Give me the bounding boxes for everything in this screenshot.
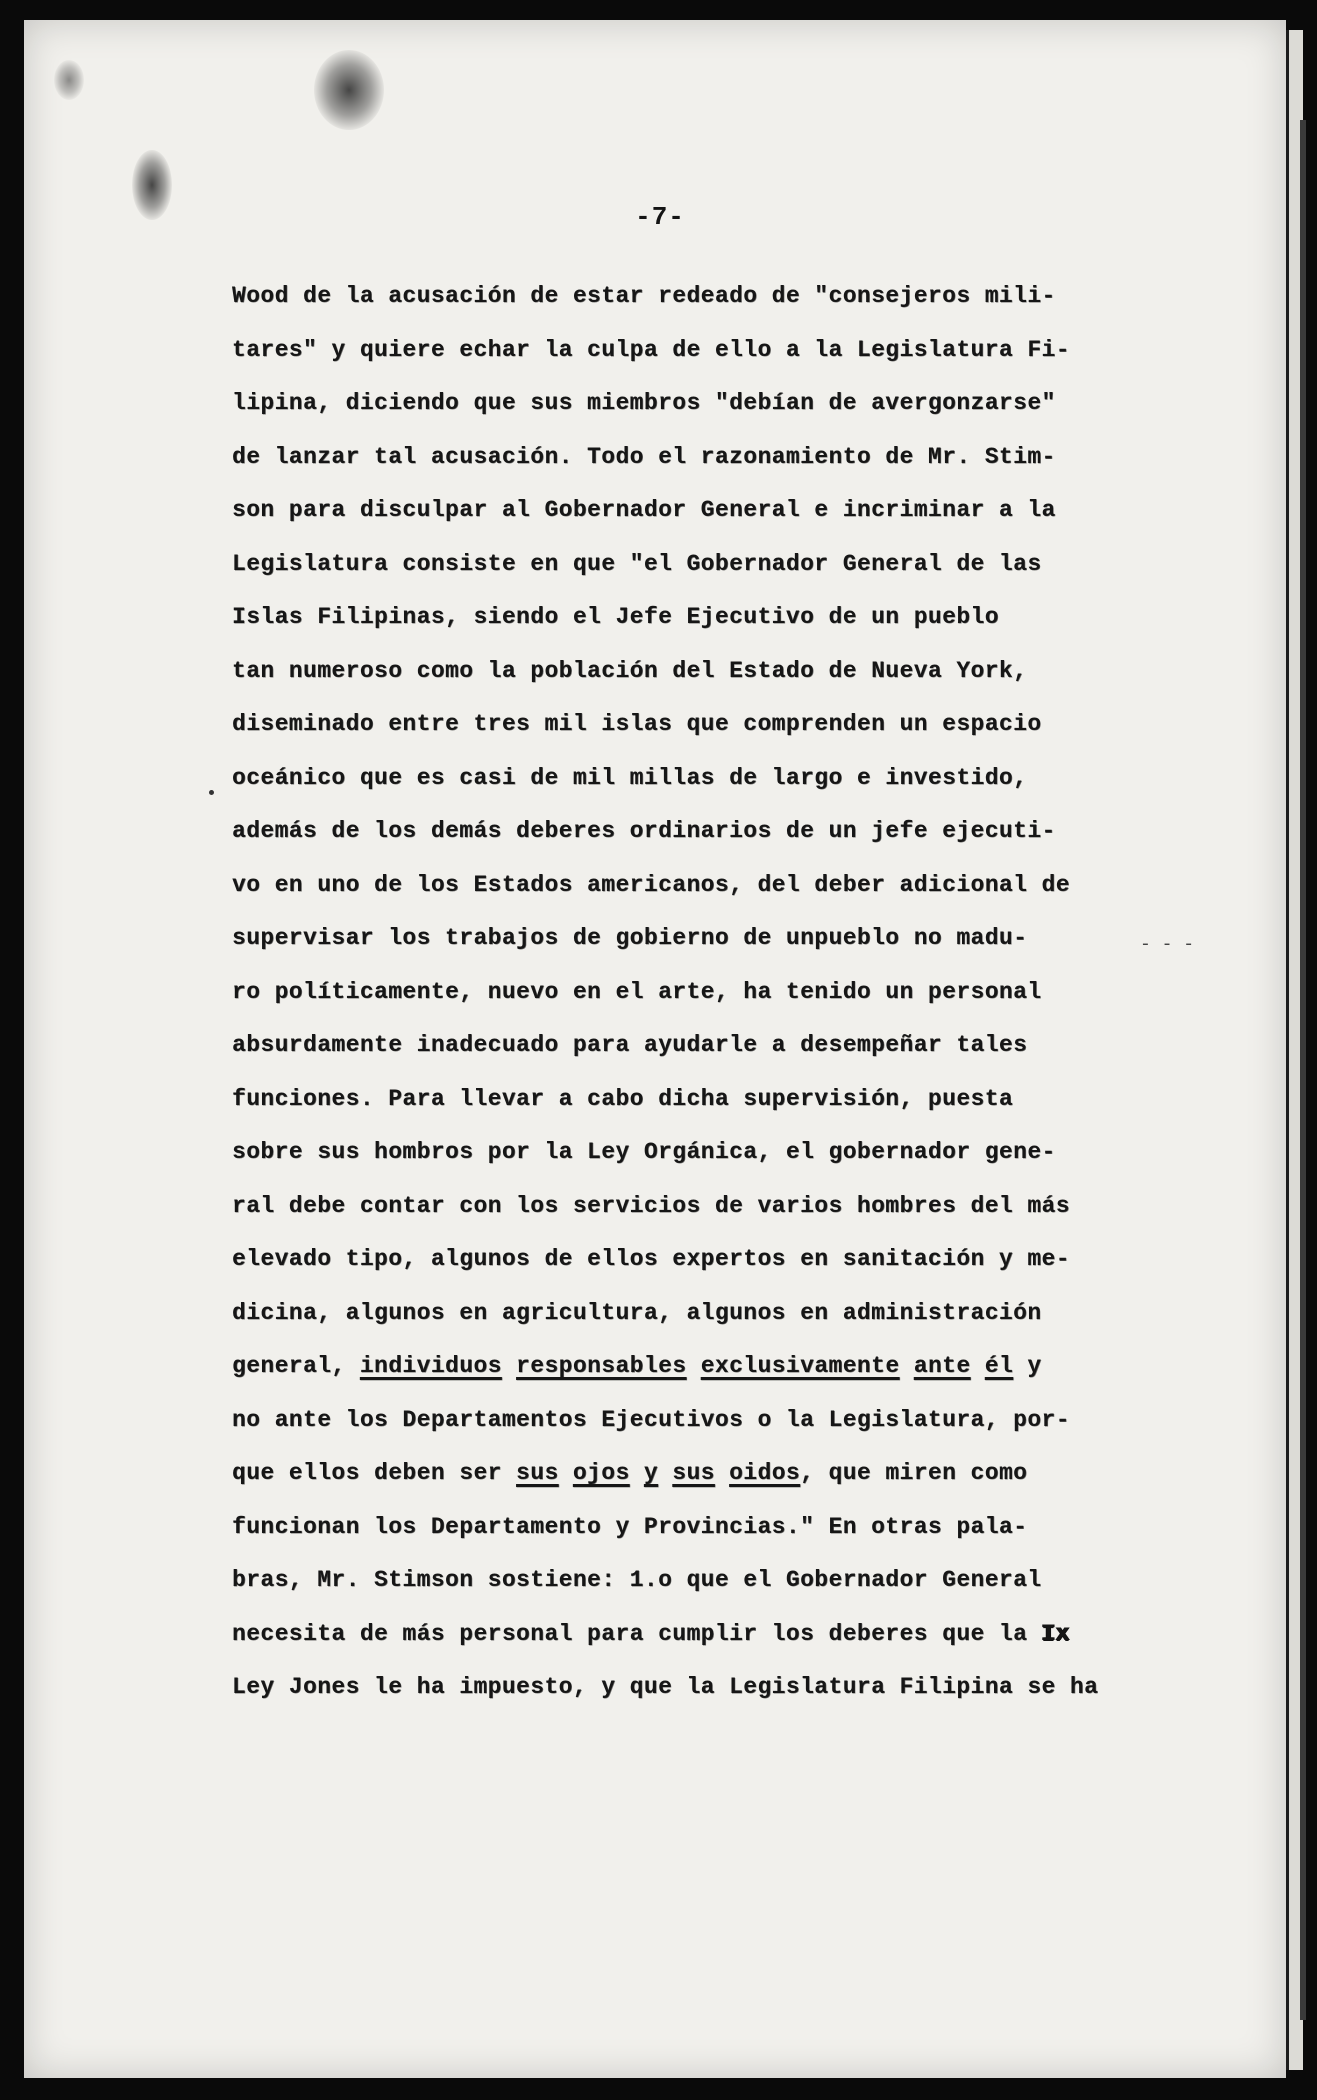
line-text: bras, Mr. Stimson sostiene: 1.o que el Gobernador General: [232, 1567, 1042, 1593]
underlined-word: oidos: [729, 1460, 801, 1486]
line-text: tares" y quiere echar la culpa de ello a la Legislatura Fi-: [232, 336, 1070, 363]
line-text: Legislatura consiste en que "el Gobernador General de las: [232, 550, 1042, 577]
line-text: [502, 1353, 516, 1379]
underlined-word: responsables: [516, 1353, 687, 1379]
text-line: [232, 859, 1192, 913]
underlined-word: individuos: [359, 1353, 502, 1379]
text-line: [232, 1661, 1192, 1715]
underlined-word: ojos: [572, 1460, 630, 1486]
line-text: [658, 1460, 672, 1486]
line-text: son para disculpar al Gobernador General e incriminar a la: [232, 497, 1056, 523]
line-text: [559, 1460, 573, 1486]
text-line: [232, 1447, 1192, 1501]
text-line: [232, 698, 1192, 752]
ink-smudge: [132, 150, 172, 220]
line-text: ral debe contar con los servicios de varios hombres del más: [232, 1192, 1070, 1219]
text-line: [232, 1554, 1192, 1608]
text-line: [232, 1233, 1192, 1287]
line-text: y: [1013, 1353, 1042, 1379]
line-text: sobre sus hombros por la Ley Orgánica, el gobernador gene-: [232, 1139, 1056, 1165]
line-text: que ellos deben ser: [232, 1460, 517, 1486]
ink-smudge: [54, 60, 84, 100]
text-line: [232, 912, 1195, 966]
text-line: [232, 1501, 1192, 1555]
text-line: [232, 324, 1192, 378]
line-text: [900, 1353, 914, 1379]
line-text: [971, 1353, 985, 1379]
line-text: tan numeroso como la población del Estado de Nueva York,: [232, 657, 1028, 684]
underlined-word: exclusivamente: [700, 1353, 900, 1379]
stray-mark: - - -: [1140, 935, 1195, 955]
line-text: diseminado entre tres mil islas que comprenden un espacio: [232, 711, 1042, 737]
text-line: [232, 484, 1192, 538]
text-line: [232, 805, 1192, 859]
text-line: [232, 270, 1192, 324]
overtyped-text: Ix: [1041, 1620, 1070, 1647]
text-line: [232, 538, 1192, 592]
underlined-word: ante: [913, 1353, 971, 1379]
text-line: [232, 645, 1192, 699]
line-text: elevado tipo, algunos de ellos expertos en sanitación y me-: [232, 1246, 1070, 1272]
text-line: [232, 1340, 1192, 1394]
text-line: [232, 1019, 1192, 1073]
page-number: -7-: [635, 202, 685, 232]
line-text: [687, 1353, 701, 1379]
line-text: funcionan los Departamento y Provincias." En otras pala-: [232, 1513, 1028, 1540]
text-line: [232, 1126, 1192, 1180]
line-text: necesita de más personal para cumplir los deberes que la: [232, 1620, 1042, 1647]
text-line: [232, 377, 1192, 431]
body-text: [232, 270, 1195, 1715]
line-text: funciones. Para llevar a cabo dicha supervisión, puesta: [232, 1085, 1014, 1112]
line-text: además de los demás deberes ordinarios de un jefe ejecuti-: [232, 818, 1056, 844]
underlined-word: y: [643, 1460, 659, 1486]
text-line: [232, 1394, 1192, 1448]
underlined-word: sus: [672, 1460, 715, 1486]
line-text: vo en uno de los Estados americanos, del deber adicional de: [232, 871, 1070, 898]
underlined-word: él: [984, 1353, 1014, 1379]
line-text: supervisar los trabajos de gobierno de unpueblo no madu-: [232, 925, 1028, 951]
text-line: [232, 591, 1192, 645]
line-text: , que miren como: [800, 1460, 1028, 1486]
ink-dot: [209, 790, 214, 795]
line-text: general,: [232, 1353, 360, 1379]
line-text: Wood de la acusación de estar redeado de "consejeros mili-: [232, 283, 1056, 309]
text-line: [232, 1608, 1192, 1662]
line-text: oceánico que es casi de mil millas de largo e investido,: [232, 764, 1028, 791]
line-text: de lanzar tal acusación. Todo el razonamiento de Mr. Stim-: [232, 443, 1056, 470]
text-line: [232, 1180, 1192, 1234]
ink-smudge: [314, 50, 384, 130]
text-line: [232, 966, 1192, 1020]
text-line: [232, 1073, 1192, 1127]
underlined-word: sus: [516, 1460, 559, 1486]
text-line: [232, 1287, 1192, 1341]
line-text: [715, 1460, 729, 1486]
line-text: lipina, diciendo que sus miembros "debían de avergonzarse": [232, 390, 1056, 416]
line-text: ro políticamente, nuevo en el arte, ha tenido un personal: [232, 978, 1042, 1005]
line-text: dicina, algunos en agricultura, algunos en administración: [232, 1299, 1042, 1326]
line-text: Islas Filipinas, siendo el Jefe Ejecutivo de un pueblo: [232, 604, 999, 630]
paper-edge-shadow: [1300, 120, 1306, 2020]
text-line: [232, 431, 1192, 485]
line-text: no ante los Departamentos Ejecutivos o la Legislatura, por-: [232, 1406, 1070, 1433]
line-text: absurdamente inadecuado para ayudarle a desempeñar tales: [232, 1032, 1028, 1058]
line-text: [630, 1460, 644, 1486]
text-line: [232, 752, 1192, 806]
line-text: Ley Jones le ha impuesto, y que la Legislatura Filipina se ha: [232, 1674, 1099, 1700]
